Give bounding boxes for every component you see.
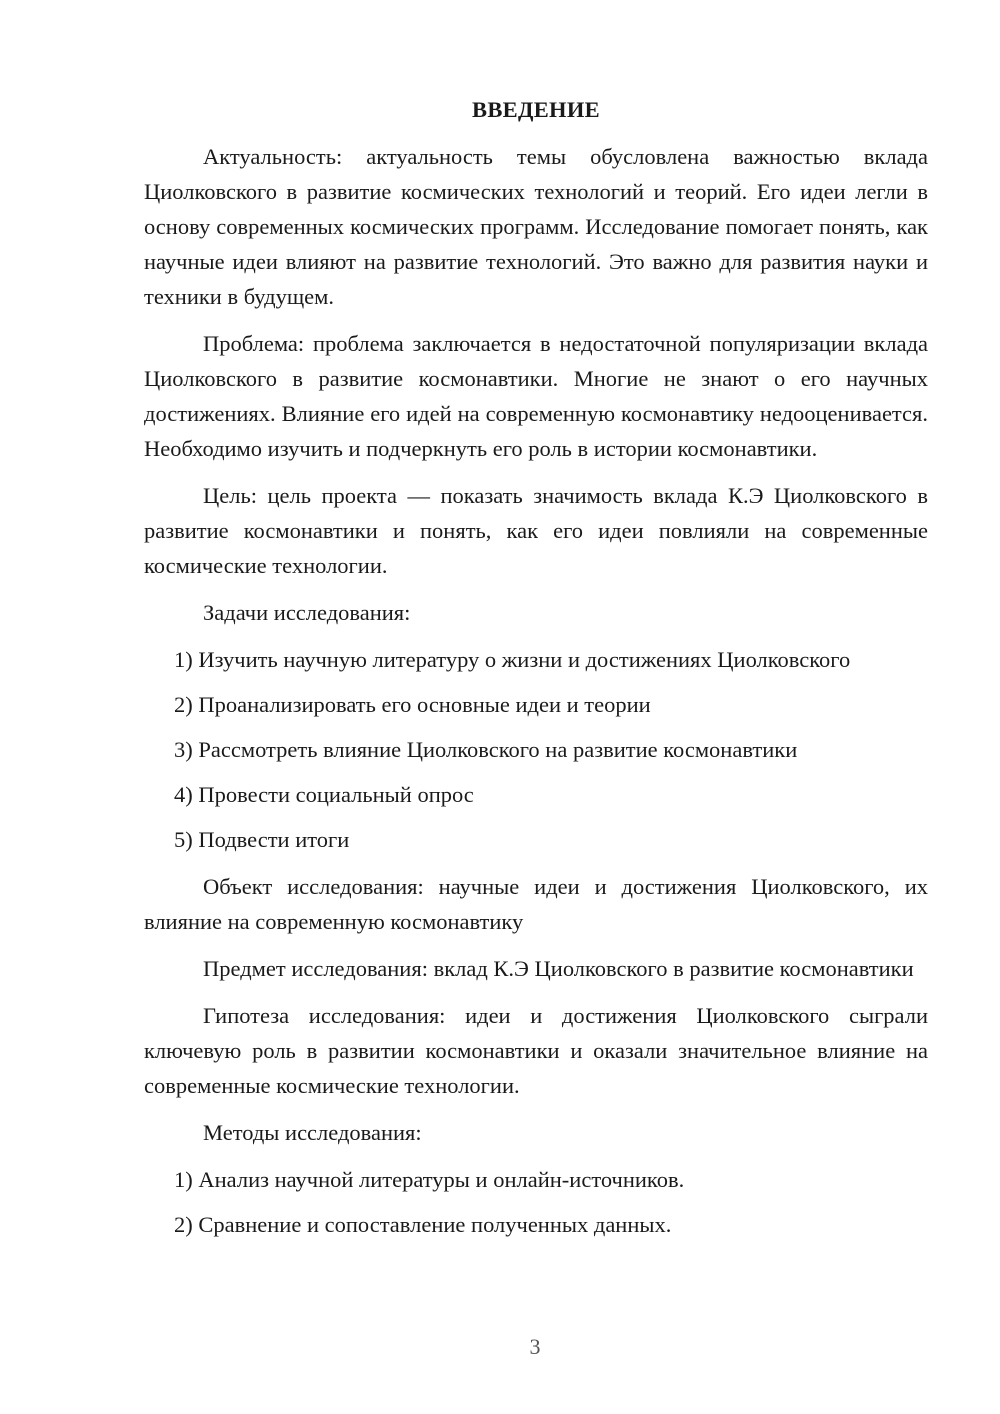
page-number: 3	[529, 1334, 541, 1359]
goal-paragraph: Цель: цель проекта — показать значимость вклада К.Э Циолковского в развитие космонавтики и понять, как его идеи повлияли на современные космические технологии.	[144, 483, 928, 578]
section-heading: ВВЕДЕНИЕ	[472, 97, 600, 122]
methods-list-item: 1) Анализ научной литературы и онлайн-источников.	[174, 1167, 685, 1192]
hypothesis-paragraph: Гипотеза исследования: идеи и достижения Циолковского сыграли ключевую роль в развитии космонавтики и оказали значительное влияние на современные космические технологии.	[144, 1003, 928, 1098]
problem-paragraph: Проблема: проблема заключается в недостаточной популяризации вклада Циолковского в развитие космонавтики. Многие не знают о его научных достижениях. Влияние его идей на современную космонавтику недооценивается. Необходимо изучить и подчеркнуть его роль в истории космонавтики.	[144, 331, 928, 461]
subject-paragraph: Предмет исследования: вклад К.Э Циолковского в развитие космонавтики	[203, 956, 914, 981]
tasks-list-item: 2) Проанализировать его основные идеи и теории	[174, 692, 651, 717]
tasks-list-item: 5) Подвести итоги	[174, 827, 350, 852]
object-paragraph: Объект исследования: научные идеи и достижения Циолковского, их влияние на современную космонавтику	[144, 874, 928, 934]
tasks-list-item: 4) Провести социальный опрос	[174, 782, 474, 807]
methods-list-item: 2) Сравнение и сопоставление полученных данных.	[174, 1212, 672, 1237]
tasks-list-item: 1) Изучить научную литературу о жизни и достижениях Циолковского	[174, 647, 851, 672]
methods-label: Методы исследования:	[203, 1120, 422, 1145]
page-content	[144, 92, 928, 1252]
tasks-label: Задачи исследования:	[203, 600, 411, 625]
relevance-paragraph: Актуальность: актуальность темы обусловлена важностью вклада Циолковского в развитие космических технологий и теорий. Его идеи легли в основу современных космических программ. Исследование помогает понять, как научные идеи влияют на развитие технологий. Это важно для развития науки и техники в будущем.	[144, 144, 928, 309]
tasks-list-item: 3) Рассмотреть влияние Циолковского на развитие космонавтики	[174, 737, 798, 762]
